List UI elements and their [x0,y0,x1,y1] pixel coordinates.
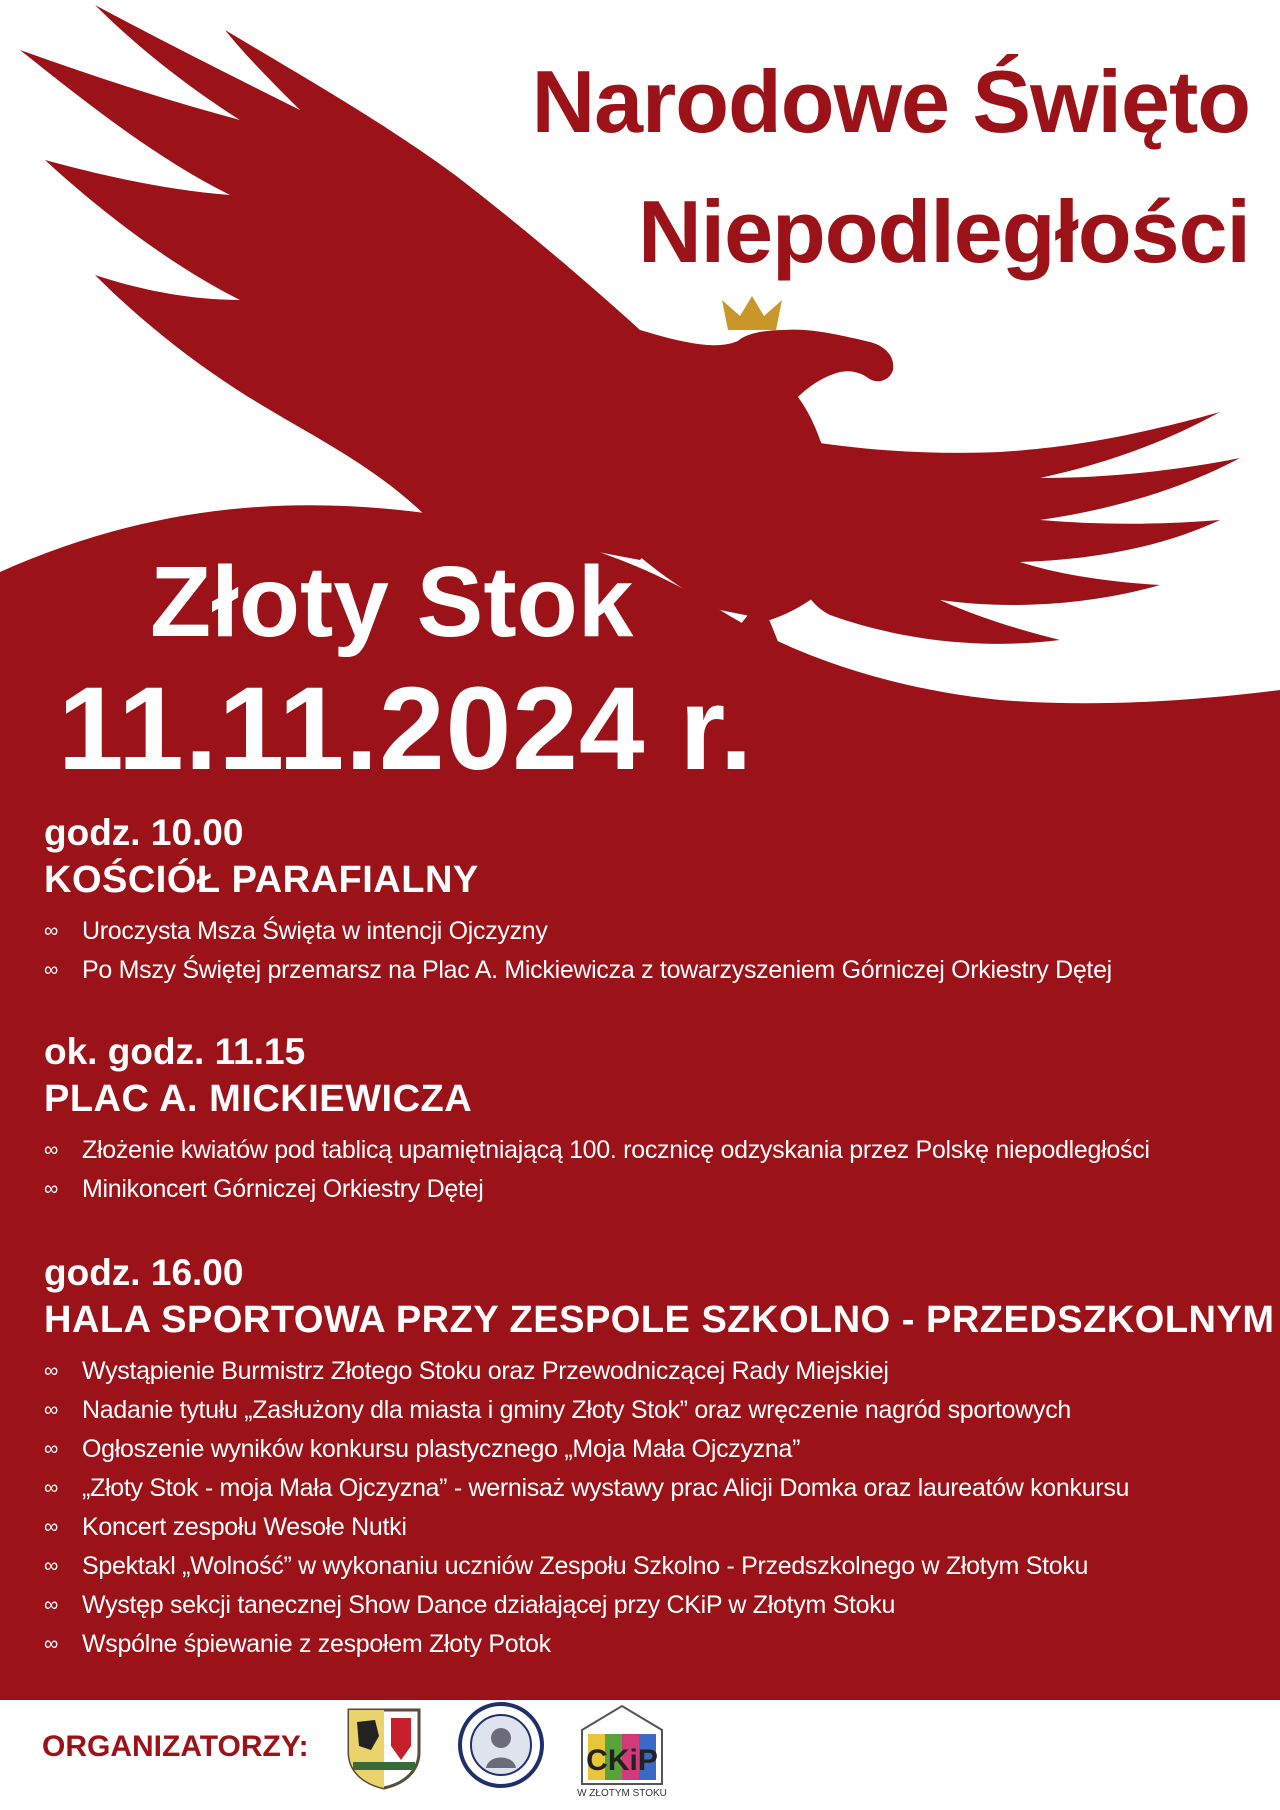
event-date: 11.11.2024 r. [58,663,754,795]
list-item [44,1547,1264,1586]
school-seal-logo [458,1702,544,1788]
list-item-text: Ogłoszenie wyników konkursu plastycznego „Moja Mała Ojczyzna” [82,1435,801,1463]
list-item-text: Uroczysta Msza Święta w intencji Ojczyzny [82,917,548,945]
place-name: Złoty Stok [150,546,634,658]
list-item [44,1508,1264,1547]
bullet-icon: ∞ [44,1594,58,1616]
section-items [44,912,1264,990]
title-line-2: Niepodległości [638,182,1250,281]
eagle-right-wing [790,412,1240,644]
schedule-section-3 [44,1250,1275,1664]
list-item-text: Występ sekcji tanecznej Show Dance działającej przy CKiP w Złotym Stoku [82,1591,896,1619]
ckip-logo-letters: CKiP [586,1744,658,1777]
list-item [44,1391,1264,1430]
section-time: godz. 10.00 [44,812,244,853]
section-items [44,1131,1264,1209]
bullet-icon: ∞ [44,1633,58,1655]
schedule-section-2 [44,1029,1264,1209]
list-item-text: Koncert zespołu Wesołe Nutki [82,1513,407,1541]
section-time: godz. 16.00 [44,1252,244,1293]
crown-icon [722,296,782,330]
list-item [44,1352,1264,1391]
bullet-icon: ∞ [44,1178,58,1200]
section-venue: KOŚCIÓŁ PARAFIALNY [44,859,479,901]
bullet-icon: ∞ [44,1360,58,1382]
list-item [44,1430,1264,1469]
section-time: ok. godz. 11.15 [44,1031,306,1072]
list-item [44,1131,1264,1170]
list-item [44,1170,1264,1209]
bullet-icon: ∞ [44,920,58,942]
bullet-icon: ∞ [44,1477,58,1499]
list-item-text: Spektakl „Wolność” w wykonaniu uczniów Zespołu Szkolno - Przedszkolnego w Złotym Stoku [82,1552,1089,1580]
list-item-text: Wystąpienie Burmistrz Złotego Stoku oraz Przewodniczącej Rady Miejskiej [82,1357,889,1385]
list-item-text: Minikoncert Górniczej Orkiestry Dętej [82,1175,484,1203]
title-line-1: Narodowe Święto [531,52,1250,151]
section-items [44,1352,1264,1664]
ckip-logo-caption: W ZŁOTYM STOKU [577,1788,667,1799]
list-item-text: Nadanie tytułu „Zasłużony dla miasta i gminy Złoty Stok” oraz wręczenie nagród sportowych [82,1396,1072,1424]
bullet-icon: ∞ [44,1399,58,1421]
bullet-icon: ∞ [44,1139,58,1161]
list-item [44,951,1264,990]
section-venue: PLAC A. MICKIEWICZA [44,1078,473,1120]
list-item [44,1469,1264,1508]
organizers-label: ORGANIZATORZY: [42,1730,309,1763]
list-item [44,1586,1264,1625]
bullet-icon: ∞ [44,959,58,981]
list-item-text: Po Mszy Świętej przemarsz na Plac A. Mickiewicza z towarzyszeniem Górniczej Orkiestry Dętej [82,956,1112,984]
bullet-icon: ∞ [44,1438,58,1460]
list-item [44,912,1264,951]
section-venue: HALA SPORTOWA PRZY ZESPOLE SZKOLNO - PRZEDSZKOLNYM [44,1299,1275,1341]
list-item [44,1625,1264,1664]
coat-of-arms-logo [345,1706,423,1790]
eagle-head [735,330,893,419]
schedule-section-1 [44,810,1264,990]
bullet-icon: ∞ [44,1516,58,1538]
list-item-text: Złożenie kwiatów pod tablicą upamiętniającą 100. rocznicę odzyskania przez Polskę niepodległości [82,1136,1150,1164]
bullet-icon: ∞ [44,1555,58,1577]
list-item-text: „Złoty Stok - moja Mała Ojczyzna” - wernisaż wystawy prac Alicji Domka oraz laureatów konkursu [82,1474,1130,1502]
list-item-text: Wspólne śpiewanie z zespołem Złoty Potok [82,1630,551,1658]
ckip-logo [576,1700,668,1800]
